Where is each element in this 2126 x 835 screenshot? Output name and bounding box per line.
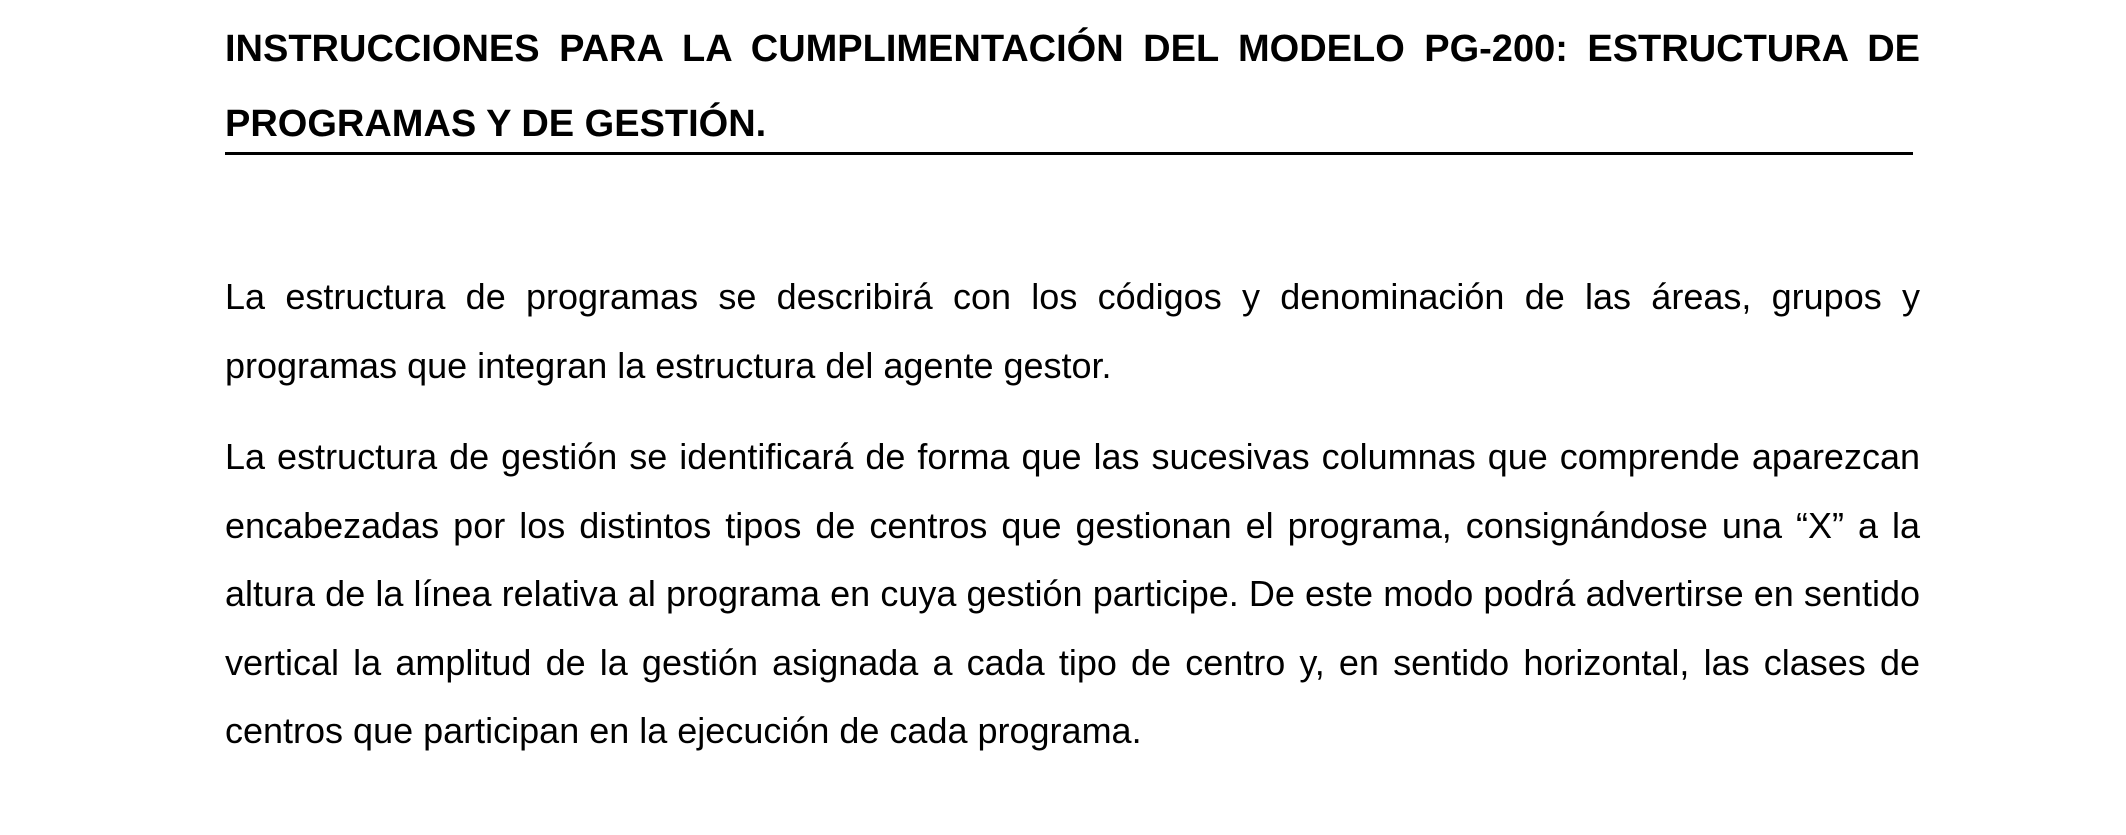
title-divider bbox=[225, 152, 1913, 155]
paragraph-program-structure: La estructura de programas se describirá con los códigos y denominación de las áreas, grupos y programas que integran la estructura del agente gestor. bbox=[225, 276, 1920, 386]
paragraph-management-structure: La estructura de gestión se identificará de forma que las sucesivas columnas que comprende aparezcan encabezadas por los distintos tipos de centros que gestionan el programa, consignándose una “X” a la altura de la línea relativa al programa en cuya gestión participe. De este modo podrá advertirse en sentido vertical la amplitud de la gestión asignada a cada tipo de centro y, en sentido horizontal, las clases de centros que participan en la ejecución de cada programa. bbox=[225, 436, 1920, 751]
document-title: INSTRUCCIONES PARA LA CUMPLIMENTACIÓN DEL MODELO PG-200: ESTRUCTURA DE PROGRAMAS Y DE GESTIÓN. bbox=[225, 28, 1920, 145]
document-page bbox=[225, 0, 1920, 835]
